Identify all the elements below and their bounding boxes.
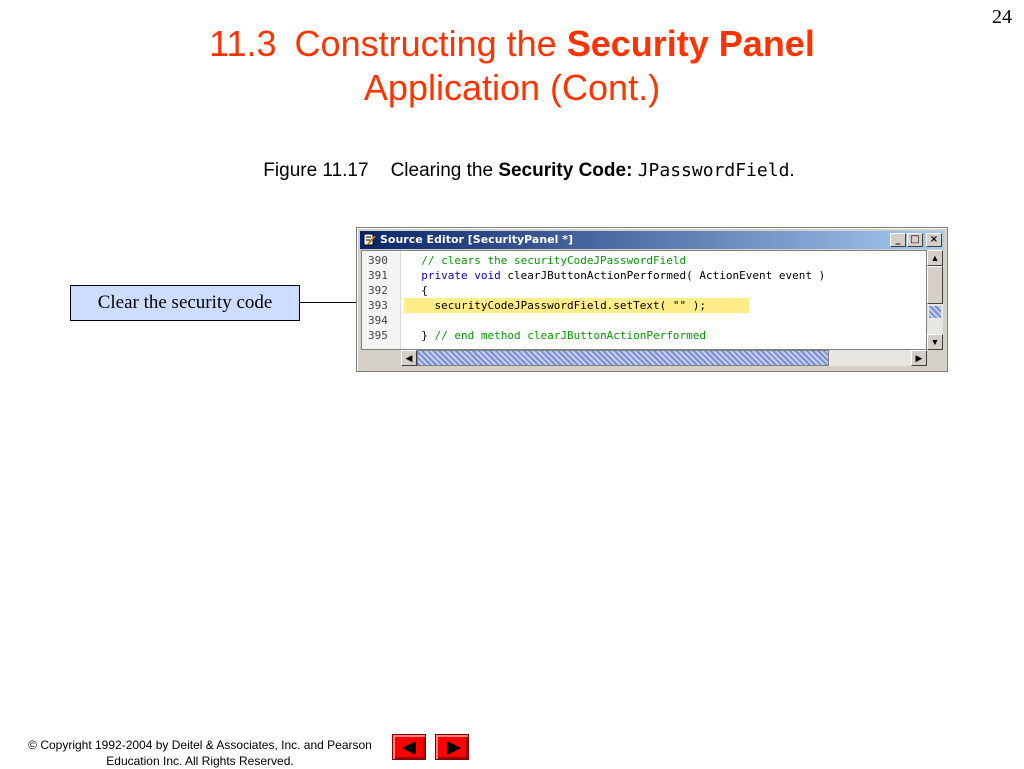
vertical-scroll-thumb[interactable] bbox=[927, 266, 943, 304]
code-statement: clearJButtonActionPerformed( ActionEvent event ) bbox=[500, 269, 826, 282]
line-number: 392 bbox=[368, 284, 388, 297]
code-text bbox=[408, 268, 825, 283]
code-comment: // clears the securityCodeJPasswordField bbox=[421, 254, 687, 267]
title-text: Constructing the bbox=[294, 23, 557, 64]
editor-titlebar[interactable] bbox=[360, 231, 944, 249]
close-button[interactable]: × bbox=[926, 233, 942, 247]
source-editor-window bbox=[356, 227, 948, 372]
scroll-down-icon[interactable]: ▼ bbox=[927, 334, 943, 350]
scroll-marker bbox=[929, 306, 941, 318]
code-statement: securityCodeJPasswordField.setText( "" ); bbox=[434, 299, 707, 312]
minimize-button[interactable]: _ bbox=[890, 233, 906, 247]
maximize-button[interactable]: □ bbox=[907, 233, 923, 247]
horizontal-scroll-thumb[interactable] bbox=[417, 350, 829, 366]
scroll-up-icon[interactable]: ▲ bbox=[927, 250, 943, 266]
callout-label: Clear the security code bbox=[70, 285, 300, 321]
code-text bbox=[408, 283, 428, 298]
title-line-2: Application (Cont.) bbox=[363, 67, 661, 108]
caption-text: Clearing the bbox=[390, 160, 494, 181]
code-keyword: private void bbox=[421, 269, 501, 282]
line-number: 393 bbox=[368, 299, 388, 312]
code-comment: // end method clearJButtonActionPerformed bbox=[434, 329, 707, 342]
slide-title bbox=[0, 22, 1024, 110]
figure-number: Figure 11.17 bbox=[263, 160, 369, 181]
code-statement: { bbox=[421, 284, 428, 297]
scroll-right-icon[interactable]: ▶ bbox=[911, 350, 927, 366]
page-number: 24 bbox=[992, 6, 1012, 28]
scroll-left-icon[interactable]: ◀ bbox=[401, 350, 417, 366]
code-line[interactable] bbox=[362, 313, 926, 328]
code-line[interactable] bbox=[362, 268, 926, 283]
code-line[interactable] bbox=[362, 328, 926, 343]
caption-period: . bbox=[789, 160, 795, 181]
line-number: 390 bbox=[368, 254, 388, 267]
section-number: 11.3 bbox=[209, 23, 277, 64]
code-line[interactable] bbox=[362, 298, 926, 313]
previous-slide-button[interactable] bbox=[392, 734, 426, 760]
editor-title: Source Editor [SecurityPanel *] bbox=[380, 233, 574, 246]
caption-mono: JPasswordField bbox=[637, 160, 790, 181]
edit-document-icon bbox=[363, 233, 376, 246]
code-text bbox=[408, 253, 686, 268]
code-text bbox=[408, 298, 706, 313]
line-number: 395 bbox=[368, 329, 388, 342]
code-line[interactable] bbox=[362, 253, 926, 268]
caption-bold: Security Code: bbox=[498, 160, 633, 181]
line-number: 391 bbox=[368, 269, 388, 282]
title-bold-text: Security Panel bbox=[566, 23, 815, 64]
line-number: 394 bbox=[368, 314, 388, 327]
figure-caption bbox=[0, 160, 1024, 182]
copyright-text: © Copyright 1992-2004 by Deitel & Associates, Inc. and Pearson Education Inc. All Rights Reserved. bbox=[28, 738, 372, 768]
next-slide-icon bbox=[447, 741, 461, 755]
code-area[interactable] bbox=[361, 250, 927, 350]
code-statement: } bbox=[421, 329, 435, 342]
code-line[interactable] bbox=[362, 283, 926, 298]
horizontal-scrollbar[interactable] bbox=[401, 350, 927, 366]
next-slide-button[interactable] bbox=[435, 734, 469, 760]
previous-slide-icon bbox=[402, 741, 416, 755]
code-text bbox=[408, 328, 706, 343]
vertical-scrollbar[interactable] bbox=[927, 250, 943, 350]
